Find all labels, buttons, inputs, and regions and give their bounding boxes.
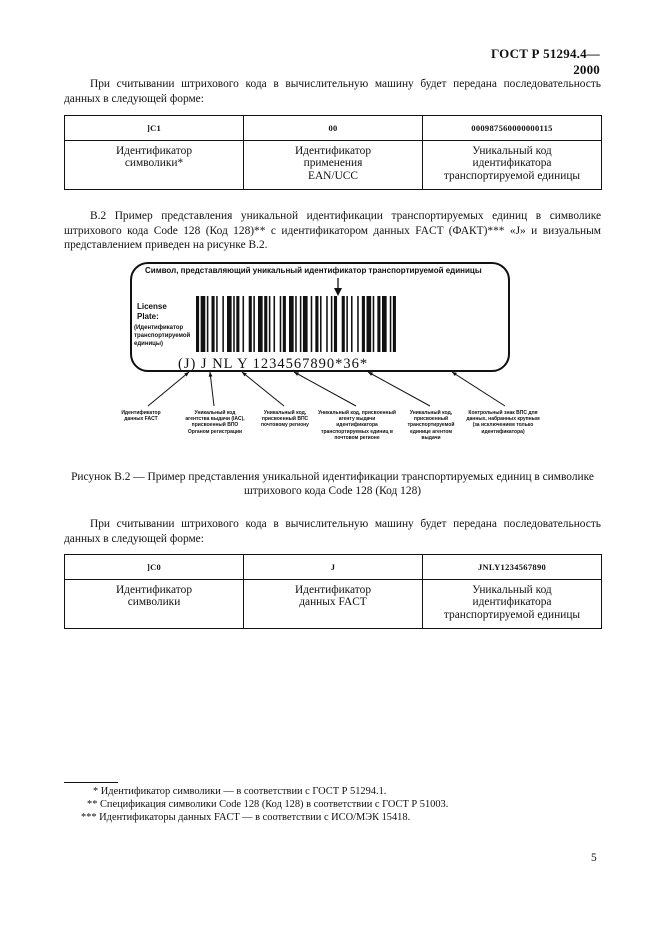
barcode-bar	[264, 296, 267, 352]
callout-line	[294, 372, 356, 406]
table-cell: 000987560000000115	[423, 116, 602, 141]
callout-label: Уникальный код, присвоенный транспортируемой единице агентом выдачи	[407, 410, 455, 441]
barcode-bar	[315, 296, 318, 352]
callout-label: Уникальный код, присвоенный агенту выдачи идентификатора транспортируемых единиц в почтовом регионе	[318, 410, 396, 441]
barcode-bar	[351, 296, 353, 352]
table-cell: ]C1	[65, 116, 244, 141]
footnote: ** Спецификация символики Code 128 (Код 128) в соответствии с ГОСТ Р 51003.	[87, 799, 449, 810]
barcode-bar	[382, 296, 387, 352]
table-cell: J	[244, 555, 423, 580]
barcode-bar	[243, 296, 245, 352]
plate-label-line: License	[137, 302, 167, 311]
barcode-bar	[227, 296, 232, 352]
barcode-bar	[390, 296, 392, 352]
barcode-bar	[258, 296, 263, 352]
barcode-bar	[311, 296, 313, 352]
page-number: 5	[591, 852, 597, 864]
barcode-bar	[222, 296, 224, 352]
cell-text: Идентификатор данных FACT	[294, 584, 372, 609]
figure-title: Символ, представляющий уникальный идентификатор транспортируемой единицы	[145, 266, 482, 275]
callout-line	[368, 372, 430, 406]
cell-text: Идентификатор символики	[115, 584, 193, 609]
paragraph-text: При считывании штрихового кода в вычислительную машину будет передана последовательность данных в следующей форме:	[64, 78, 601, 105]
barcode-bar	[393, 296, 396, 352]
callout-arrowhead	[452, 372, 457, 376]
barcode-bar	[346, 296, 348, 352]
barcode-bar	[196, 296, 199, 352]
barcode-bar	[289, 296, 294, 352]
barcode-bar	[342, 296, 345, 352]
callout-line	[148, 372, 189, 406]
figure-caption: Рисунок B.2 — Пример представления уникальной идентификации транспортируемых единиц в символике штрихового кода Code 128 (Код 128)	[71, 471, 594, 497]
barcode-bar	[274, 296, 276, 352]
table-cell	[65, 580, 244, 629]
barcode-bar	[269, 296, 271, 352]
barcode-symbol	[196, 296, 396, 352]
plate-sub-line: (Идентификатор	[134, 325, 184, 331]
table-cell	[423, 580, 602, 629]
barcode-bar	[334, 296, 337, 352]
callout-line	[452, 372, 505, 406]
callout-label: Контрольный знак ВПС для данных, набранных крупным (за исключением только идентификатора)	[466, 410, 540, 435]
cell-text: Идентификатор символики*	[115, 145, 193, 170]
paragraph-intro-2	[64, 517, 601, 546]
barcode-bar	[249, 296, 252, 352]
barcode-bar	[367, 296, 372, 352]
table-cell: ]C0	[65, 555, 244, 580]
table-cell	[244, 580, 423, 629]
barcode-bar	[207, 296, 209, 352]
barcode-bar	[216, 296, 218, 352]
barcode-bar	[283, 296, 286, 352]
barcode-bar	[236, 296, 239, 352]
callout-arrows	[148, 372, 505, 406]
barcode-bar	[233, 296, 235, 352]
cell-text: Идентификатор применения EAN/UCC	[294, 145, 372, 182]
footnote-separator	[64, 782, 118, 783]
barcode-bar	[280, 296, 282, 352]
section-b2-text: B.2 Пример представления уникальной идентификации транспортируемых единиц в символике штрихового кода Code 128 (Код 128)** с идентификатором данных FACT (ФАКТ)*** «J» и визуальным представлением приведен на рисунке B.2.	[64, 210, 601, 252]
table-cell: JNLY1234567890	[423, 555, 602, 580]
callout-label: Уникальный код агентства выдачи (IAC), присвоенный ВПО Органом регистрации	[185, 410, 245, 435]
barcode-bar	[303, 296, 308, 352]
callout-label: Уникальный код, присвоенный ВПС почтовому региону	[261, 410, 309, 429]
human-readable-text: (J) J NL Y 1234567890*36*	[178, 356, 369, 372]
footnote: * Идентификатор символики — в соответствии с ГОСТ Р 51294.1.	[93, 786, 387, 797]
barcode-bar	[201, 296, 206, 352]
barcode-bar	[331, 296, 333, 352]
barcode-bar	[377, 296, 380, 352]
callout-label: Идентификатор данных FACT	[121, 410, 161, 423]
plate-sub-line: транспортируемой	[134, 333, 191, 339]
cell-text: Уникальный код идентификатора транспортируемой единицы	[443, 145, 581, 182]
cell-text: Уникальный код идентификатора транспортируемой единицы	[443, 584, 581, 621]
title-pointer-arrowhead	[334, 288, 342, 296]
barcode-bar	[295, 296, 297, 352]
barcode-bar	[212, 296, 215, 352]
data-table-2	[64, 554, 602, 629]
footnote: *** Идентификаторы данных FACT — в соответствии с ИСО/МЭК 15418.	[81, 812, 411, 823]
barcode-bar	[320, 296, 322, 352]
barcode-bar	[326, 296, 328, 352]
table-cell: 00	[244, 116, 423, 141]
barcode-bar	[253, 296, 255, 352]
callout-line	[210, 372, 214, 406]
barcode-bar	[373, 296, 375, 352]
barcode-bar	[362, 296, 365, 352]
paragraph-text: При считывании штрихового кода в вычислительную машину будет передана последовательность данных в следующей форме:	[64, 518, 601, 545]
barcode-bar	[357, 296, 359, 352]
callout-line	[242, 372, 284, 406]
page-header: ГОСТ Р 51294.4—2000	[491, 46, 600, 77]
plate-sub-line: единицы)	[134, 341, 163, 347]
barcode-bar	[300, 296, 302, 352]
plate-label-line: Plate:	[137, 312, 159, 321]
